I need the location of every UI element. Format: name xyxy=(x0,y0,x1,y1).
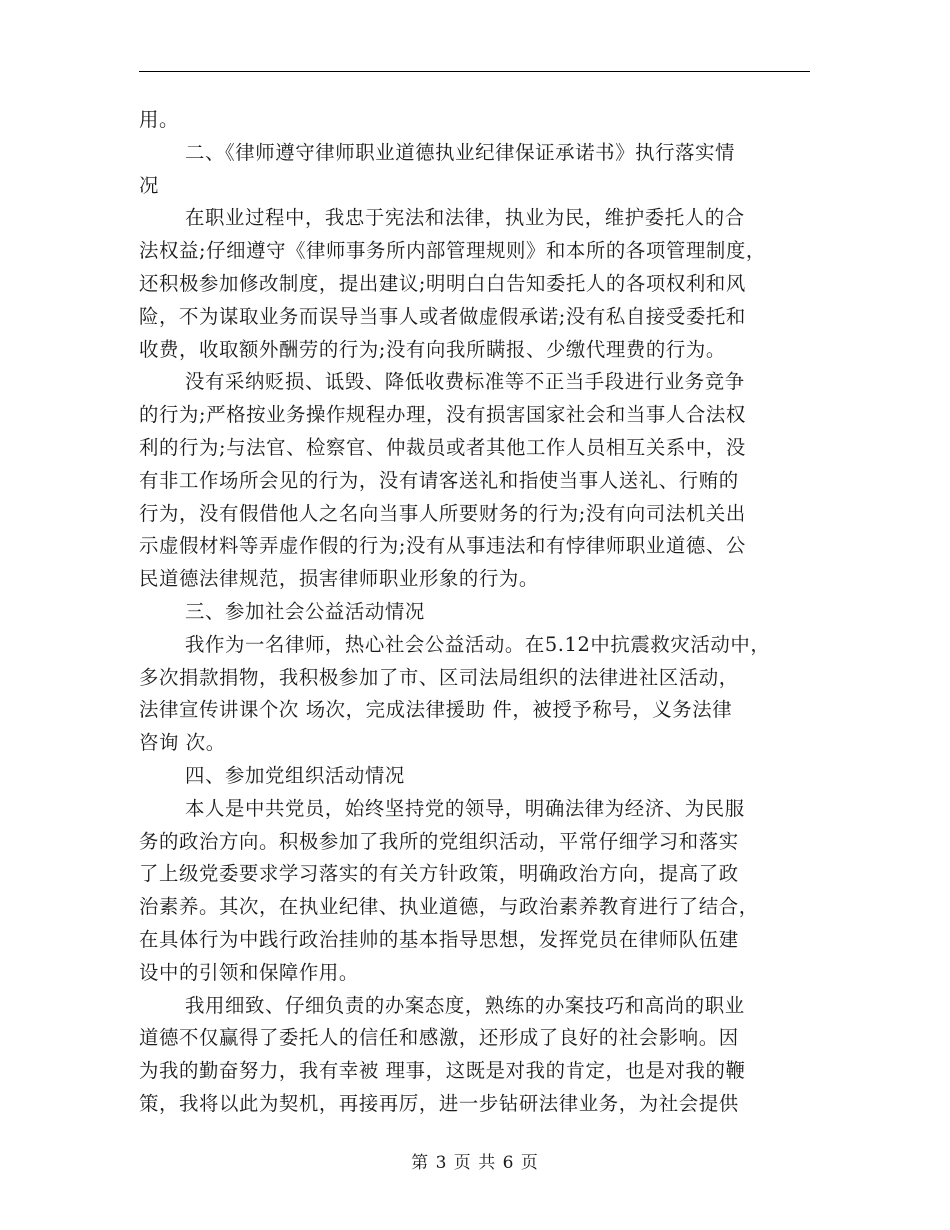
body-line: 多次捐款捐物，我积极参加了市、区司法局组织的法律进社区活动， xyxy=(139,665,739,689)
body-line: 治素养。其次，在执业纪律、执业道德，与政治素养教育进行了结合， xyxy=(139,895,759,919)
body-line: 策，我将以此为契机，再接再厉，进一步钻研法律业务，为社会提供 xyxy=(139,1091,739,1115)
body-line: 在职业过程中，我忠于宪法和法律，执业为民，维护委托人的合 xyxy=(185,206,745,230)
body-line: 我用细致、仔细负责的办案态度，熟练的办案技巧和高尚的职业 xyxy=(185,993,745,1017)
body-line: 况 xyxy=(139,173,159,197)
body-line: 法权益;仔细遵守《律师事务所内部管理规则》和本所的各项管理制度， xyxy=(139,239,766,263)
document-body xyxy=(139,104,819,1121)
body-line: 我作为一名律师，热心社会公益活动。在5.12中抗震救灾活动中， xyxy=(185,632,771,656)
body-line: 用。 xyxy=(139,108,179,131)
body-line: 咨询 次。 xyxy=(139,731,226,755)
body-line: 有非工作场所会见的行为，没有请客送礼和指使当事人送礼、行贿的 xyxy=(139,468,739,492)
body-line: 本人是中共党员，始终坚持党的领导，明确法律为经济、为民服 xyxy=(185,796,745,820)
body-line: 没有采纳贬损、诋毁、降低收费标准等不正当手段进行业务竞争 xyxy=(185,370,745,394)
body-line: 还积极参加修改制度，提出建议;明明白白告知委托人的各项权利和风 xyxy=(139,271,746,295)
body-line: 设中的引领和保障作用。 xyxy=(139,960,359,984)
body-line: 示虚假材料等弄虚作假的行为;没有从事违法和有悖律师职业道德、公 xyxy=(139,534,746,558)
body-line: 为我的勤奋努力，我有幸被 理事，这既是对我的肯定，也是对我的鞭 xyxy=(139,1059,746,1083)
body-line: 法律宣传讲课个次 场次，完成法律援助 件，被授予称号，义务法律 xyxy=(139,698,733,722)
body-line: 行为，没有假借他人之名向当事人所要财务的行为;没有向司法机关出 xyxy=(139,501,746,525)
body-line: 险，不为谋取业务而误导当事人或者做虚假承诺;没有私自接受委托和 xyxy=(139,304,746,328)
body-line: 在具体行为中践行政治挂帅的基本指导思想，发挥党员在律师队伍建 xyxy=(139,927,739,951)
body-line: 收费，收取额外酬劳的行为;没有向我所瞒报、少缴代理费的行为。 xyxy=(139,337,726,361)
body-line: 的行为;严格按业务操作规程办理，没有损害国家社会和当事人合法权 xyxy=(139,403,746,427)
body-line: 务的政治方向。积极参加了我所的党组织活动，平常仔细学习和落实 xyxy=(139,829,739,853)
body-line: 利的行为;与法官、检察官、仲裁员或者其他工作人员相互关系中，没 xyxy=(139,435,746,459)
body-line: 三、参加社会公益活动情况 xyxy=(185,599,425,623)
header-rule xyxy=(139,71,810,72)
body-line: 了上级党委要求学习落实的有关方针政策，明确政治方向，提高了政 xyxy=(139,862,739,886)
body-line: 二、《律师遵守律师职业道德执业纪律保证承诺书》执行落实情 xyxy=(185,140,736,164)
body-line: 四、参加党组织活动情况 xyxy=(185,763,405,787)
body-line: 道德不仅赢得了委托人的信任和感激，还形成了良好的社会影响。因 xyxy=(139,1026,739,1050)
page-number-footer: 第 3 页 共 6 页 xyxy=(411,1153,539,1173)
body-line: 民道德法律规范，损害律师职业形象的行为。 xyxy=(139,567,539,591)
